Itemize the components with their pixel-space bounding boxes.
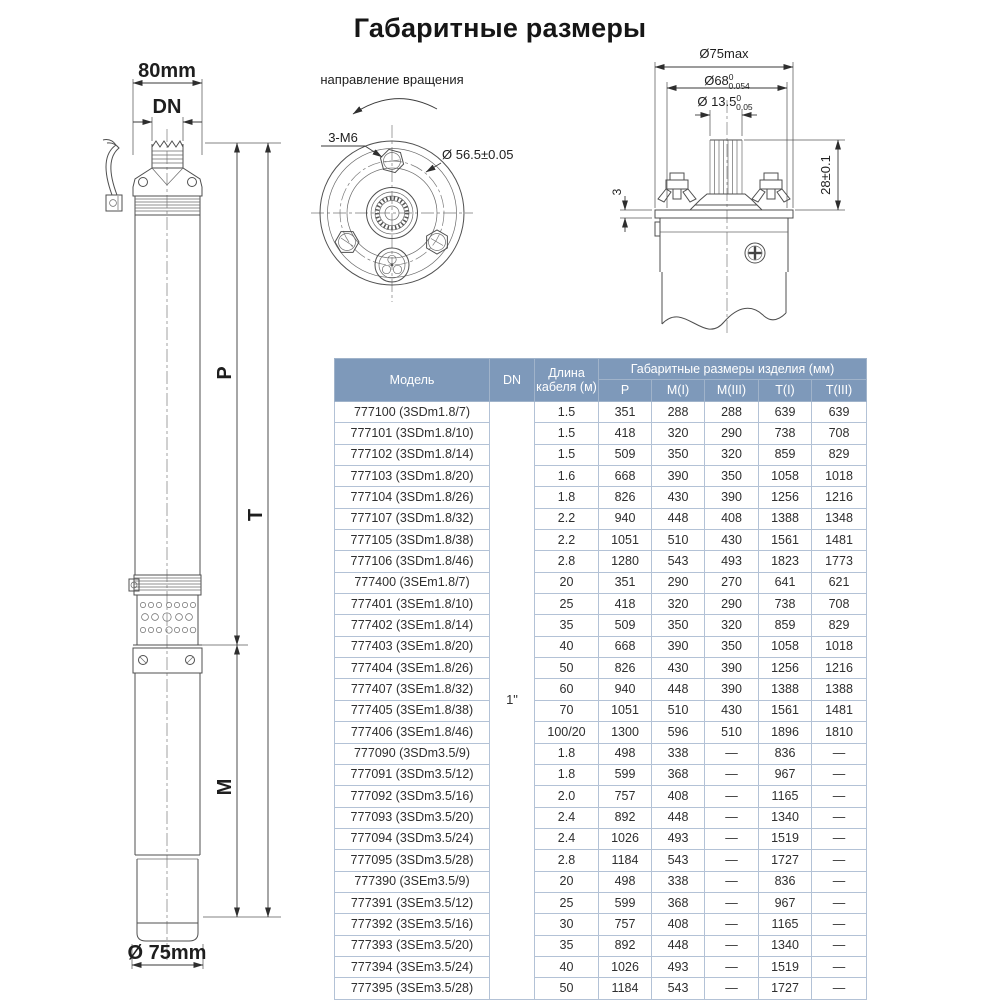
model-cell: 777104 (3SDm1.8/26): [335, 487, 490, 508]
table-row: [335, 871, 867, 892]
table-row: [335, 786, 867, 807]
value-cell: —: [705, 764, 759, 785]
table-row: [335, 722, 867, 743]
model-cell: 777393 (3SEm3.5/20): [335, 935, 490, 956]
model-cell: 777106 (3SDm1.8/46): [335, 551, 490, 572]
col-header-dn: DN: [490, 359, 535, 402]
value-cell: 1026: [599, 828, 652, 849]
dim-dn-label: DN: [152, 96, 182, 118]
pump-top-view-drawing: [285, 68, 530, 308]
model-cell: 777402 (3SEm1.8/14): [335, 615, 490, 636]
value-cell: 418: [599, 423, 652, 444]
table-row: [335, 978, 867, 999]
value-cell: 1.6: [535, 466, 599, 487]
value-cell: 757: [599, 914, 652, 935]
value-cell: 892: [599, 807, 652, 828]
value-cell: 1340: [759, 935, 812, 956]
value-cell: —: [812, 850, 867, 871]
value-cell: 1727: [759, 978, 812, 999]
dia-135-label: Ø 13.5$^0$ 0.05: [697, 93, 753, 112]
value-cell: 448: [652, 679, 705, 700]
value-cell: 430: [705, 530, 759, 551]
model-cell: 777102 (3SDm1.8/14): [335, 444, 490, 465]
value-cell: 350: [705, 636, 759, 657]
value-cell: 1.5: [535, 444, 599, 465]
value-cell: 859: [759, 444, 812, 465]
value-cell: —: [812, 743, 867, 764]
value-cell: 60: [535, 679, 599, 700]
table-row: [335, 615, 867, 636]
value-cell: 320: [652, 594, 705, 615]
value-cell: 2.2: [535, 530, 599, 551]
table-row: [335, 807, 867, 828]
table-row: [335, 679, 867, 700]
value-cell: 892: [599, 935, 652, 956]
col-header-model: Модель: [335, 359, 490, 402]
value-cell: 50: [535, 658, 599, 679]
value-cell: 621: [812, 572, 867, 593]
value-cell: 1519: [759, 956, 812, 977]
value-cell: 1727: [759, 850, 812, 871]
model-cell: 777090 (3SDm3.5/9): [335, 743, 490, 764]
value-cell: 940: [599, 679, 652, 700]
table-row: [335, 466, 867, 487]
model-cell: 777404 (3SEm1.8/26): [335, 658, 490, 679]
value-cell: 510: [705, 722, 759, 743]
value-cell: 509: [599, 615, 652, 636]
col-header-p: P: [599, 380, 652, 402]
page-title: Габаритные размеры: [353, 13, 647, 43]
model-cell: 777403 (3SEm1.8/20): [335, 636, 490, 657]
value-cell: 599: [599, 764, 652, 785]
value-cell: —: [812, 978, 867, 999]
table-row: [335, 764, 867, 785]
value-cell: 288: [705, 402, 759, 423]
value-cell: —: [705, 956, 759, 977]
height-28-label: 28±0.1: [818, 155, 833, 195]
table-row: [335, 402, 867, 423]
value-cell: —: [705, 871, 759, 892]
table-row: [335, 850, 867, 871]
value-cell: 350: [652, 615, 705, 636]
value-cell: —: [705, 978, 759, 999]
dim-m-label: M: [214, 778, 236, 796]
model-cell: 777407 (3SEm1.8/32): [335, 679, 490, 700]
value-cell: 338: [652, 871, 705, 892]
table-row: [335, 700, 867, 721]
value-cell: 668: [599, 636, 652, 657]
value-cell: 368: [652, 892, 705, 913]
value-cell: 738: [759, 423, 812, 444]
value-cell: —: [812, 764, 867, 785]
value-cell: 1388: [812, 679, 867, 700]
value-cell: 599: [599, 892, 652, 913]
model-cell: 777405 (3SEm1.8/38): [335, 700, 490, 721]
value-cell: 498: [599, 871, 652, 892]
value-cell: 1018: [812, 636, 867, 657]
value-cell: —: [812, 956, 867, 977]
value-cell: 1256: [759, 487, 812, 508]
value-cell: 320: [705, 615, 759, 636]
value-cell: 25: [535, 892, 599, 913]
value-cell: 351: [599, 402, 652, 423]
value-cell: —: [705, 850, 759, 871]
value-cell: 1340: [759, 807, 812, 828]
value-cell: 390: [705, 679, 759, 700]
table-row: [335, 487, 867, 508]
value-cell: 510: [652, 530, 705, 551]
dim-p-label: P: [214, 366, 236, 380]
value-cell: 1481: [812, 700, 867, 721]
value-cell: 1058: [759, 466, 812, 487]
value-cell: 70: [535, 700, 599, 721]
pitch-diameter-label: Ø 56.5±0.05: [442, 147, 514, 162]
value-cell: 1388: [759, 508, 812, 529]
dimensions-table: [334, 358, 867, 1000]
value-cell: 448: [652, 508, 705, 529]
table-row: [335, 594, 867, 615]
value-cell: 498: [599, 743, 652, 764]
value-cell: 2.0: [535, 786, 599, 807]
value-cell: 35: [535, 615, 599, 636]
pump-head-detail-drawing: [612, 42, 862, 342]
value-cell: 1051: [599, 530, 652, 551]
value-cell: 1026: [599, 956, 652, 977]
value-cell: 448: [652, 935, 705, 956]
model-cell: 777105 (3SDm1.8/38): [335, 530, 490, 551]
model-cell: 777392 (3SEm3.5/16): [335, 914, 490, 935]
value-cell: —: [705, 892, 759, 913]
value-cell: 757: [599, 786, 652, 807]
value-cell: 1300: [599, 722, 652, 743]
table-row: [335, 530, 867, 551]
col-header-m1: M(I): [652, 380, 705, 402]
dn-value-cell: 1": [490, 402, 535, 1000]
col-header-t3: T(III): [812, 380, 867, 402]
value-cell: 836: [759, 743, 812, 764]
table-row: [335, 423, 867, 444]
value-cell: 829: [812, 615, 867, 636]
value-cell: 1519: [759, 828, 812, 849]
model-cell: 777100 (3SDm1.8/7): [335, 402, 490, 423]
model-cell: 777395 (3SEm3.5/28): [335, 978, 490, 999]
value-cell: 1.8: [535, 487, 599, 508]
value-cell: —: [705, 935, 759, 956]
value-cell: 408: [705, 508, 759, 529]
value-cell: 30: [535, 914, 599, 935]
value-cell: 1481: [812, 530, 867, 551]
value-cell: 829: [812, 444, 867, 465]
table-row: [335, 935, 867, 956]
value-cell: 288: [652, 402, 705, 423]
value-cell: 493: [705, 551, 759, 572]
value-cell: 641: [759, 572, 812, 593]
value-cell: 639: [759, 402, 812, 423]
value-cell: 350: [652, 444, 705, 465]
model-cell: 777103 (3SDm1.8/20): [335, 466, 490, 487]
model-cell: 777095 (3SDm3.5/28): [335, 850, 490, 871]
value-cell: 826: [599, 487, 652, 508]
value-cell: 1896: [759, 722, 812, 743]
col-header-t1: T(I): [759, 380, 812, 402]
value-cell: 40: [535, 956, 599, 977]
value-cell: 1561: [759, 530, 812, 551]
value-cell: 543: [652, 978, 705, 999]
value-cell: 493: [652, 956, 705, 977]
model-cell: 777093 (3SDm3.5/20): [335, 807, 490, 828]
value-cell: 418: [599, 594, 652, 615]
value-cell: —: [705, 828, 759, 849]
value-cell: 708: [812, 423, 867, 444]
value-cell: 1058: [759, 636, 812, 657]
value-cell: 408: [652, 914, 705, 935]
value-cell: 1348: [812, 508, 867, 529]
value-cell: 1051: [599, 700, 652, 721]
value-cell: 510: [652, 700, 705, 721]
value-cell: 390: [705, 487, 759, 508]
rotation-direction-label: направление вращения: [320, 72, 464, 87]
model-cell: 777394 (3SEm3.5/24): [335, 956, 490, 977]
table-row: [335, 892, 867, 913]
model-cell: 777401 (3SEm1.8/10): [335, 594, 490, 615]
value-cell: —: [812, 892, 867, 913]
value-cell: —: [812, 807, 867, 828]
value-cell: 2.4: [535, 807, 599, 828]
value-cell: 1823: [759, 551, 812, 572]
value-cell: 1561: [759, 700, 812, 721]
value-cell: 408: [652, 786, 705, 807]
value-cell: 100/20: [535, 722, 599, 743]
value-cell: 390: [705, 658, 759, 679]
value-cell: 290: [652, 572, 705, 593]
value-cell: 596: [652, 722, 705, 743]
value-cell: 25: [535, 594, 599, 615]
value-cell: 836: [759, 871, 812, 892]
value-cell: 290: [705, 594, 759, 615]
value-cell: 668: [599, 466, 652, 487]
value-cell: 390: [652, 466, 705, 487]
value-cell: 738: [759, 594, 812, 615]
value-cell: 1165: [759, 786, 812, 807]
col-header-group: Габаритные размеры изделия (мм): [599, 359, 867, 380]
bolt-callout-label: 3-M6: [328, 130, 358, 145]
model-cell: 777391 (3SEm3.5/12): [335, 892, 490, 913]
value-cell: 826: [599, 658, 652, 679]
dia-75max-label: Ø75max: [699, 46, 749, 61]
value-cell: 509: [599, 444, 652, 465]
value-cell: —: [812, 828, 867, 849]
value-cell: 20: [535, 572, 599, 593]
value-cell: 708: [812, 594, 867, 615]
value-cell: 350: [705, 466, 759, 487]
value-cell: —: [812, 935, 867, 956]
value-cell: 940: [599, 508, 652, 529]
value-cell: 639: [812, 402, 867, 423]
value-cell: 270: [705, 572, 759, 593]
table-row: [335, 636, 867, 657]
value-cell: 338: [652, 743, 705, 764]
model-cell: 777091 (3SDm3.5/12): [335, 764, 490, 785]
value-cell: 290: [705, 423, 759, 444]
value-cell: 320: [705, 444, 759, 465]
value-cell: 1216: [812, 658, 867, 679]
table-row: [335, 551, 867, 572]
value-cell: 1.5: [535, 423, 599, 444]
value-cell: 430: [652, 487, 705, 508]
table-row: [335, 956, 867, 977]
value-cell: 448: [652, 807, 705, 828]
value-cell: 40: [535, 636, 599, 657]
gap-3-label: 3: [610, 188, 624, 196]
dia-68-label: $Ø68^0$ 0.054: [704, 72, 750, 91]
dim-dia75-label: Ø 75mm: [127, 942, 207, 964]
value-cell: 430: [705, 700, 759, 721]
table-row: [335, 444, 867, 465]
value-cell: 1810: [812, 722, 867, 743]
value-cell: 1.8: [535, 743, 599, 764]
dim-80mm-label: 80mm: [138, 60, 196, 82]
value-cell: 320: [652, 423, 705, 444]
value-cell: —: [812, 786, 867, 807]
value-cell: 20: [535, 871, 599, 892]
model-cell: 777107 (3SDm1.8/32): [335, 508, 490, 529]
table-row: [335, 658, 867, 679]
value-cell: —: [812, 871, 867, 892]
col-header-m3: M(III): [705, 380, 759, 402]
value-cell: 1184: [599, 978, 652, 999]
value-cell: 35: [535, 935, 599, 956]
value-cell: 543: [652, 551, 705, 572]
value-cell: —: [705, 914, 759, 935]
value-cell: 430: [652, 658, 705, 679]
value-cell: 1773: [812, 551, 867, 572]
table-row: [335, 914, 867, 935]
value-cell: 1184: [599, 850, 652, 871]
value-cell: 493: [652, 828, 705, 849]
value-cell: 543: [652, 850, 705, 871]
value-cell: 368: [652, 764, 705, 785]
table-body: [335, 402, 867, 1000]
value-cell: 2.2: [535, 508, 599, 529]
value-cell: 1216: [812, 487, 867, 508]
value-cell: 50: [535, 978, 599, 999]
value-cell: —: [705, 743, 759, 764]
value-cell: 859: [759, 615, 812, 636]
table-row: [335, 743, 867, 764]
value-cell: 1388: [759, 679, 812, 700]
value-cell: 1.8: [535, 764, 599, 785]
model-cell: 777390 (3SEm3.5/9): [335, 871, 490, 892]
model-cell: 777094 (3SDm3.5/24): [335, 828, 490, 849]
value-cell: 967: [759, 764, 812, 785]
model-cell: 777092 (3SDm3.5/16): [335, 786, 490, 807]
table-row: [335, 508, 867, 529]
value-cell: 1165: [759, 914, 812, 935]
value-cell: 1.5: [535, 402, 599, 423]
table-row: [335, 828, 867, 849]
model-cell: 777406 (3SEm1.8/46): [335, 722, 490, 743]
value-cell: 351: [599, 572, 652, 593]
value-cell: —: [705, 807, 759, 828]
value-cell: 2.4: [535, 828, 599, 849]
value-cell: 2.8: [535, 850, 599, 871]
value-cell: —: [705, 786, 759, 807]
pump-side-view-drawing: [85, 55, 295, 980]
value-cell: —: [812, 914, 867, 935]
value-cell: 1018: [812, 466, 867, 487]
dim-t-label: T: [245, 508, 267, 522]
model-cell: 777400 (3SEm1.8/7): [335, 572, 490, 593]
model-cell: 777101 (3SDm1.8/10): [335, 423, 490, 444]
value-cell: 390: [652, 636, 705, 657]
col-header-cable: Длина кабеля (м): [535, 359, 599, 402]
table-row: [335, 572, 867, 593]
value-cell: 2.8: [535, 551, 599, 572]
value-cell: 1256: [759, 658, 812, 679]
value-cell: 1280: [599, 551, 652, 572]
value-cell: 967: [759, 892, 812, 913]
